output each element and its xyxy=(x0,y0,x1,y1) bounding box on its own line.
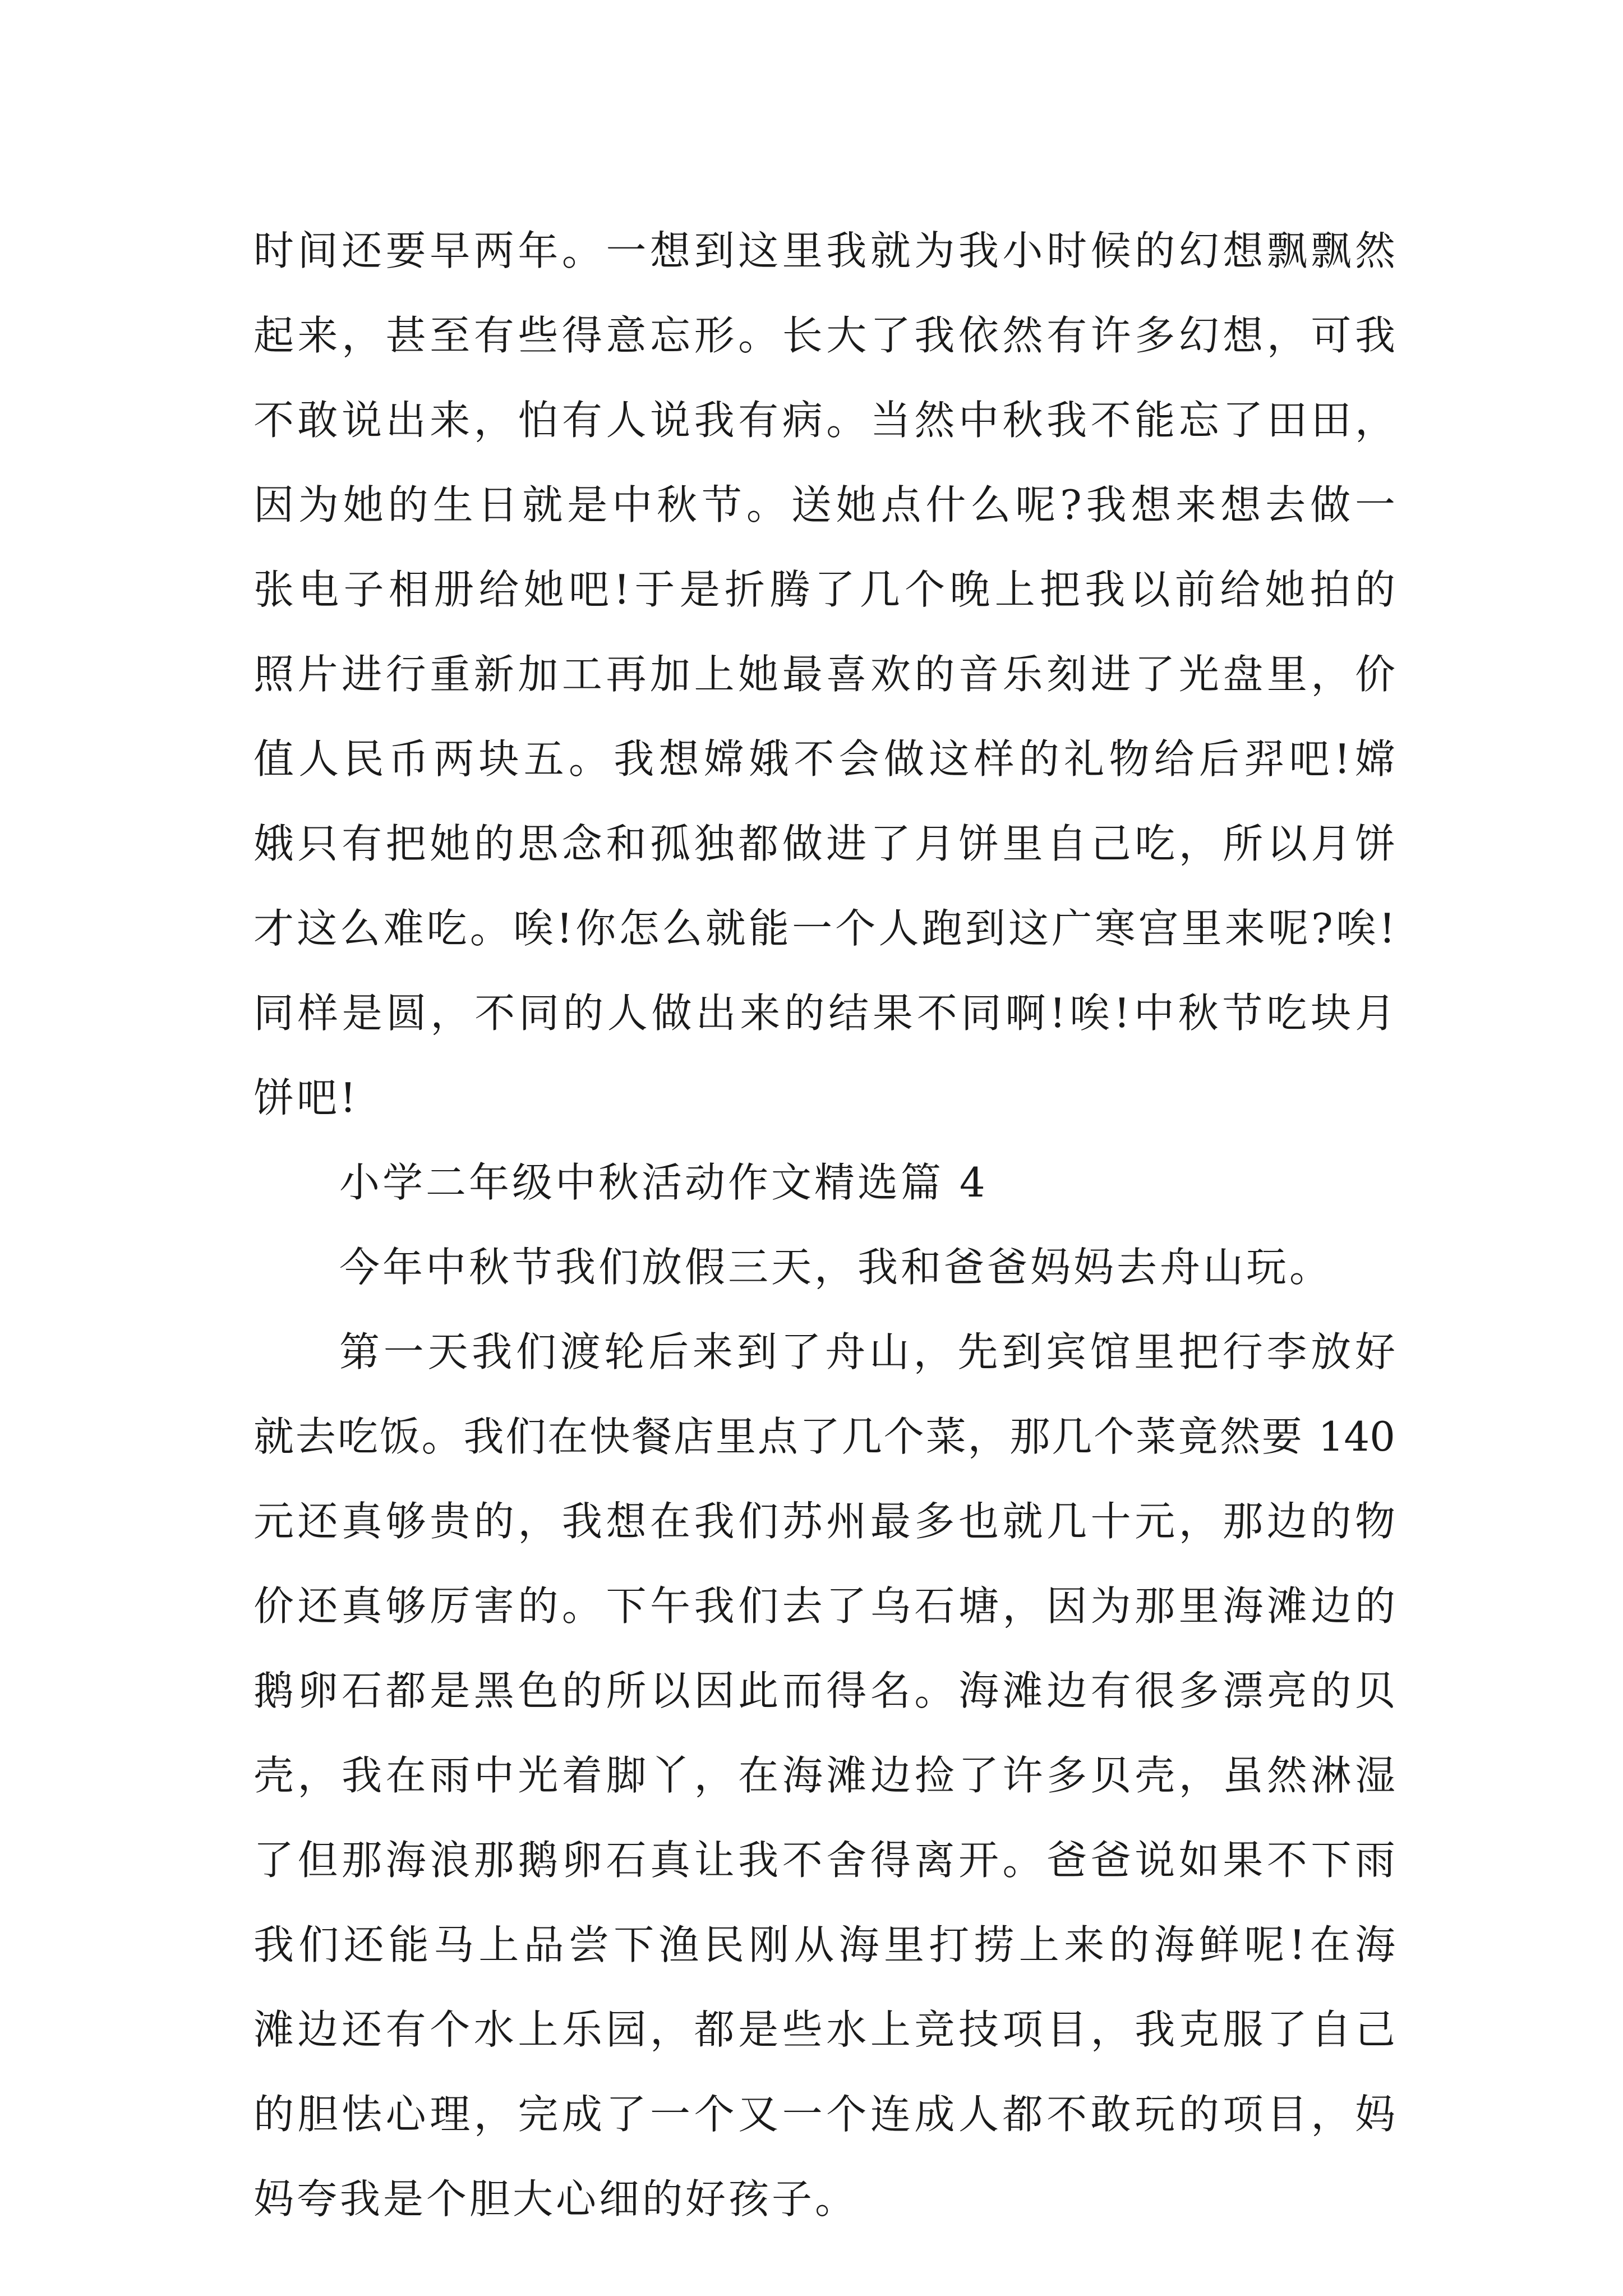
body-text xyxy=(253,209,1395,2242)
text-line: 娥只有把她的思念和孤独都做进了月饼里自己吃，所以月饼 xyxy=(253,820,1395,867)
text-line: 值人民币两块五。我想嫦娥不会做这样的礼物给后羿吧!嫦 xyxy=(253,735,1395,783)
text-line: 因为她的生日就是中秋节。送她点什么呢?我想来想去做一 xyxy=(253,481,1395,528)
text-line: 了但那海浪那鹅卵石真让我不舍得离开。爸爸说如果不下雨 xyxy=(253,1837,1395,1884)
text-line: 不敢说出来，怕有人说我有病。当然中秋我不能忘了田田， xyxy=(253,397,1395,444)
text-line: 张电子相册给她吧!于是折腾了几个晚上把我以前给她拍的 xyxy=(253,566,1395,613)
text-line: 起来，甚至有些得意忘形。长大了我依然有许多幻想，可我 xyxy=(253,312,1395,359)
text-line: 妈夸我是个胆大心细的好孩子。 xyxy=(253,2175,859,2223)
continued-paragraph xyxy=(253,209,1395,1140)
text-line: 壳，我在雨中光着脚丫，在海滩边捡了许多贝壳，虽然淋湿 xyxy=(253,1752,1395,1799)
text-line: 就去吃饭。我们在快餐店里点了几个菜，那几个菜竟然要 140 xyxy=(253,1413,1395,1460)
section-heading: 小学二年级中秋活动作文精选篇 4 xyxy=(339,1159,988,1206)
text-line: 才这么难吃。唉!你怎么就能一个人跑到这广寒宫里来呢?唉! xyxy=(253,905,1395,952)
text-line: 元还真够贵的，我想在我们苏州最多也就几十元，那边的物 xyxy=(253,1498,1395,1545)
text-line: 我们还能马上品尝下渔民刚从海里打捞上来的海鲜呢!在海 xyxy=(253,1921,1395,1968)
paragraph xyxy=(253,1225,1395,1310)
text-line: 饼吧! xyxy=(253,1074,359,1121)
text-line: 今年中秋节我们放假三天，我和爸爸妈妈去舟山玩。 xyxy=(339,1244,1333,1291)
text-line: 鹅卵石都是黑色的所以因此而得名。海滩边有很多漂亮的贝 xyxy=(253,1667,1395,1714)
text-line: 第一天我们渡轮后来到了舟山，先到宾馆里把行李放好 xyxy=(339,1328,1395,1375)
text-line: 的胆怯心理，完成了一个又一个连成人都不敢玩的项目，妈 xyxy=(253,2091,1395,2138)
text-line: 价还真够厉害的。下午我们去了乌石塘，因为那里海滩边的 xyxy=(253,1582,1395,1630)
text-line: 同样是圆，不同的人做出来的结果不同啊!唉!中秋节吃块月 xyxy=(253,990,1395,1037)
text-line: 滩边还有个水上乐园，都是些水上竞技项目，我克服了自己 xyxy=(253,2006,1395,2053)
text-line: 照片进行重新加工再加上她最喜欢的音乐刻进了光盘里，价 xyxy=(253,651,1395,698)
paragraph xyxy=(253,1310,1395,2242)
text-line: 时间还要早两年。一想到这里我就为我小时候的幻想飘飘然 xyxy=(253,227,1395,274)
